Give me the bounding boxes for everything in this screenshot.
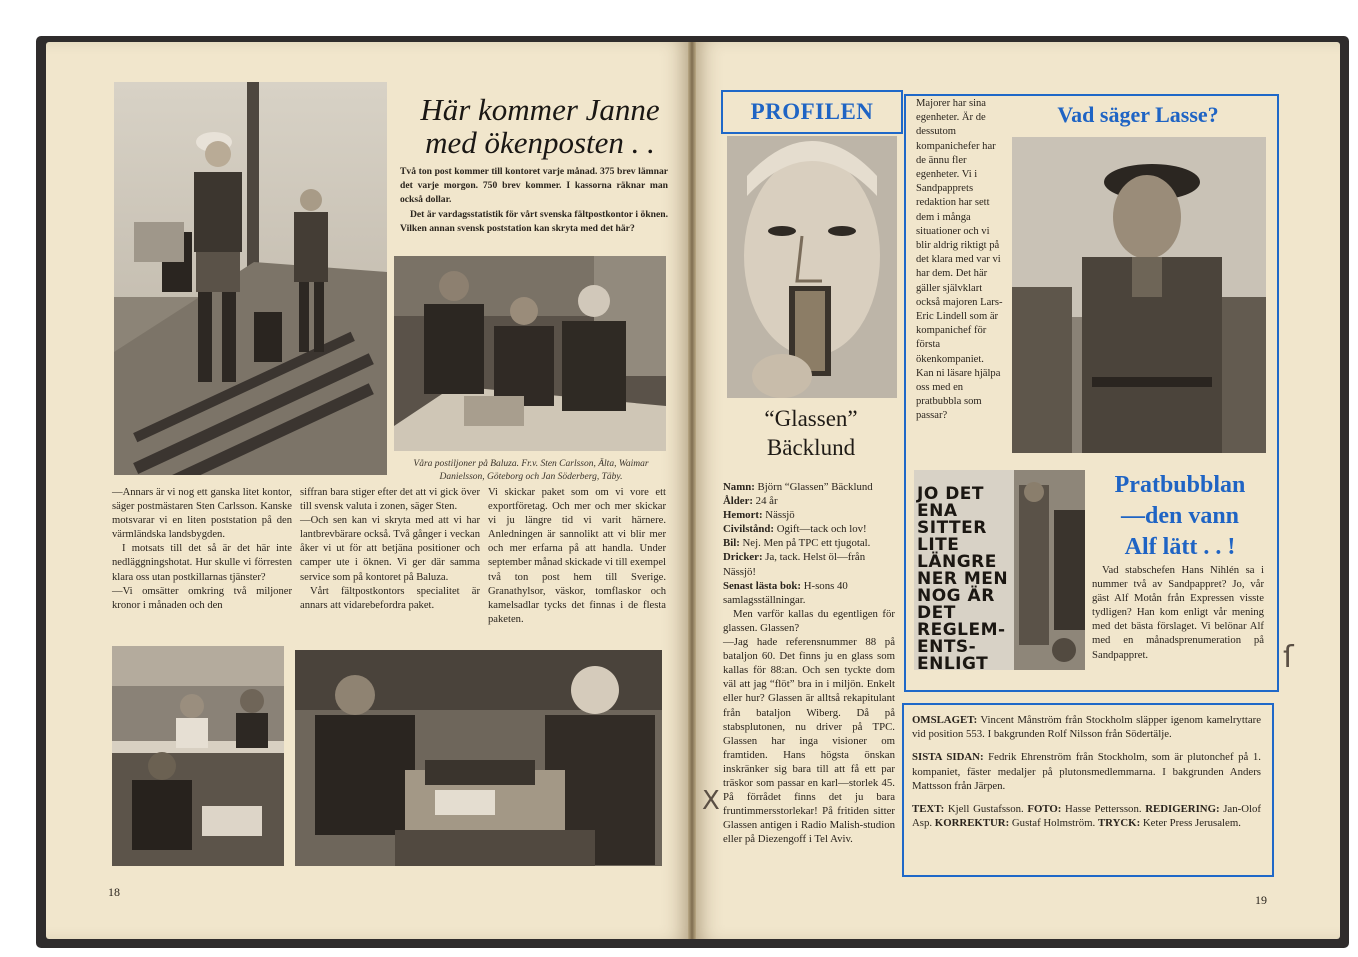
fact-row <box>723 522 895 536</box>
credit-value: Jan-Olof Asp. <box>912 803 1262 830</box>
sign-line: ENTS- <box>917 637 977 657</box>
paragraph: —Och sen kan vi skryta med att vi har lantbrevbärare också. Två gånger i veckan åker vi ut för att betjäna positioner och camper ute i öknen. Vi ger där samma service som på kontoret på Baluza. <box>300 515 480 583</box>
fact-label: Senast lästa bok: <box>723 579 801 592</box>
credit-value: Hasse Pettersson. <box>1061 803 1146 816</box>
sign-line: LÄNGRE <box>917 552 997 572</box>
credit-value: Gustaf Holmström. <box>1009 817 1098 830</box>
pratbubblan-title <box>1090 470 1270 563</box>
book-gutter <box>688 42 696 939</box>
credit-value: Vincent Månström från Stockholm släpper igenom kamelryttare vid position 553. I bakgrunden Rolf Nilsson från Södertälje. <box>912 714 1261 741</box>
sign-line: ENLIGT <box>917 654 989 670</box>
fact-label: Namn: <box>723 481 755 493</box>
fact-label: Hemort: <box>723 509 763 522</box>
page-number-left: 18 <box>108 885 120 899</box>
fact-value: Nässjö <box>762 509 795 522</box>
fact-value: Ja, tack. Helst öl—från Nässjö! <box>723 551 866 578</box>
sign-line: REGLEM- <box>917 620 1006 640</box>
credit-label: TEXT: <box>912 803 945 816</box>
pratbubblan-title-line-2: —den vann <box>1120 503 1240 529</box>
credits-text <box>912 713 1261 839</box>
paragraph: siffran bara stiger efter det att vi gick över till svensk valuta i zonen, säger Sten. <box>300 487 480 513</box>
paragraph: Vårt fältpostkontors specialitet är annars att vidarebefordra paket. <box>300 585 480 611</box>
fact-row <box>723 550 895 578</box>
paragraph: —Annars är vi nog ett ganska litet kontor, säger postmästaren Sten Carlsson. Kanske motsvarar vi en liten poststation på den värmländska landsbygden. <box>112 487 292 541</box>
profile-nickname: “Glassen” <box>764 406 858 431</box>
credit-value: Keter Press Jerusalem. <box>1140 817 1241 830</box>
pratbubblan-title-line-1: Pratbubblan <box>1114 472 1246 498</box>
fact-row <box>723 480 895 494</box>
credit-staff <box>912 802 1261 830</box>
fact-value: H-sons 40 samlagsställningar. <box>723 579 848 606</box>
sign-text <box>917 486 1027 670</box>
profilen-title: PROFILEN <box>750 99 874 124</box>
fact-row <box>723 508 895 522</box>
pencil-margin-mark: ſ <box>1283 640 1294 675</box>
pratbubblan-body: Vad stabschefen Hans Nihlén sa i nummer två av Sandpappret? Jo, vår gäst Alf Motån från Expressen visste tydligen? Han kom enligt vår mening med det bästa förslaget. Vi belönar Alf med en månadsprenumeration på Sandpappret. <box>1092 564 1264 661</box>
photo-glassen-portrait <box>727 136 897 398</box>
sign-line: ENA SITTER <box>917 501 987 538</box>
credit-label: TRYCK: <box>1097 817 1141 830</box>
profile-surname: Bäcklund <box>766 435 856 460</box>
credit-label: FOTO: <box>1027 803 1062 816</box>
credit-sista-sidan <box>912 750 1261 793</box>
photo-caption: Våra postiljoner på Baluza. Fr.v. Sten Carlsson, Älta, Waimar Danielsson, Göteborg och Jan Söderberg, Täby. <box>413 459 649 482</box>
paragraph: —Vi omsätter omkring två miljoner kronor i månaden och den <box>112 585 292 611</box>
credit-label: KORREKTUR: <box>934 817 1010 830</box>
lasse-intro-text: Majorer har sina egenheter. Är de dessutom kompanichefer har de ännu fler egenheter. Vi i Sandpapprets redaktion har sett dem i många situationer och vi blir aldrig riktigt på det klara med var vi har dem. Det här gäller självklart också majoren Lars-Eric Lindell som är kompanichef för första ökenkompaniet. Kan ni läsare hjälpa oss med en pratbubbla som passar? <box>916 98 1003 422</box>
profile-facts <box>723 480 895 846</box>
lead-paragraph: Det är vardagsstatistik för vårt svenska fältpostkontor i öknen. Vilken annan svensk poststation kan skryta med det här? <box>400 208 668 234</box>
credit-label: SISTA SIDAN: <box>912 751 984 764</box>
photo-cash-box <box>295 650 662 866</box>
lasse-title: Vad säger Lasse? <box>1057 102 1219 127</box>
article-column-2 <box>300 486 480 613</box>
sign-line: LITE <box>917 535 960 555</box>
paragraph: —Jag hade referensnummer 88 på bataljon 60. Det finns ju en glass som kallas för 88:an. Och sen tyckte dom väl att jag “flöt” bra in i miljön. Enkelt eller hur? Glassen är alltså rekapitulant från bataljon Wiberg. Då på stabsplutonen, nu driver på TPC. Glassen har inga visioner om framtiden. Hans högsta önskan inskränker sig bara till att få ett par träskor som passar en karl—storlek 45. På förrådet finns det ju bara fruntimmersstorlekar! På fritiden sitter Glassen antigen i Radio Malish-studion eller på Diezengoff i Tel Aviv. <box>723 636 895 846</box>
fact-label: Bil: <box>723 537 740 550</box>
credit-value: Fedrik Ehrenström från Stockholm, som är plutonchef på 1. kompaniet, fäster medaljer på plutonsmedlemmarna. I bakgrunden Anders Mattsson från Järpen. <box>912 751 1261 792</box>
article-column-3 <box>488 486 666 627</box>
profilen-box <box>721 90 903 134</box>
fact-label: Ålder: <box>723 495 753 508</box>
fact-row <box>723 494 895 508</box>
article-headline <box>395 93 685 159</box>
fact-value: Ogift—tack och lov! <box>774 523 867 536</box>
credit-label: OMSLAGET: <box>912 714 978 726</box>
headline-line-1: Här kommer Janne <box>420 92 660 127</box>
sign-line: JO DET <box>917 484 985 504</box>
paragraph: Men varför kallas du egentligen för glassen. Glassen? <box>723 607 895 634</box>
article-lead <box>400 165 668 236</box>
fact-value: 24 år <box>752 495 778 508</box>
sign-line: NER MEN <box>917 569 1009 589</box>
credit-omslaget <box>912 713 1261 741</box>
photo-protest-sign <box>914 470 1085 670</box>
headline-line-2: med ökenposten . . <box>425 125 655 160</box>
paragraph: I motsats till det så är det här inte nedläggningshotat. Hur skulle vi förresten klara oss utan postkillarnas tjänster? <box>112 543 292 583</box>
paragraph: Vi skickar paket som om vi vore ett exportföretag. Och mer och mer skickar vi ju längre tid vi varit härnere. Anledningen är sannolikt att vi blir mer och mer erfarna på att handla. Under september månad skickade vi till exempel två ton post hem till Sverige. Granathylsor, väskor, tomflaskor och kamelsadlar tycks det finnas i de flesta paketen. <box>488 487 666 625</box>
photo-postman-desert <box>114 82 387 475</box>
fact-row <box>723 536 895 550</box>
credit-label: REDIGERING: <box>1145 803 1220 816</box>
fact-row <box>723 579 895 607</box>
photo-post-counter <box>112 646 284 866</box>
lead-paragraph: Två ton post kommer till kontoret varje månad. 375 brev lämnar det varje morgon. 750 brev kommer. I kassorna räknar man också dollar. <box>400 166 668 206</box>
sign-line: NOG ÄR <box>917 586 995 606</box>
fact-label: Civilstånd: <box>723 523 774 536</box>
page-number-right: 19 <box>1255 893 1267 907</box>
profile-interview <box>723 607 895 847</box>
fact-value: Björn “Glassen” Bäcklund <box>754 481 873 493</box>
photo-three-postmen <box>394 256 666 451</box>
photo-major-lasse <box>1012 137 1266 453</box>
fact-label: Dricker: <box>723 551 763 564</box>
pratbubblan-title-line-3: Alf lätt . . ! <box>1124 534 1236 560</box>
pencil-x-mark: X <box>702 786 720 816</box>
fact-value: Nej. Men på TPC ett tjugotal. <box>739 537 871 550</box>
sign-line: DET <box>917 603 956 623</box>
profile-name <box>722 404 900 462</box>
article-column-1 <box>112 486 292 613</box>
credit-value: Kjell Gustafsson. <box>944 803 1028 816</box>
